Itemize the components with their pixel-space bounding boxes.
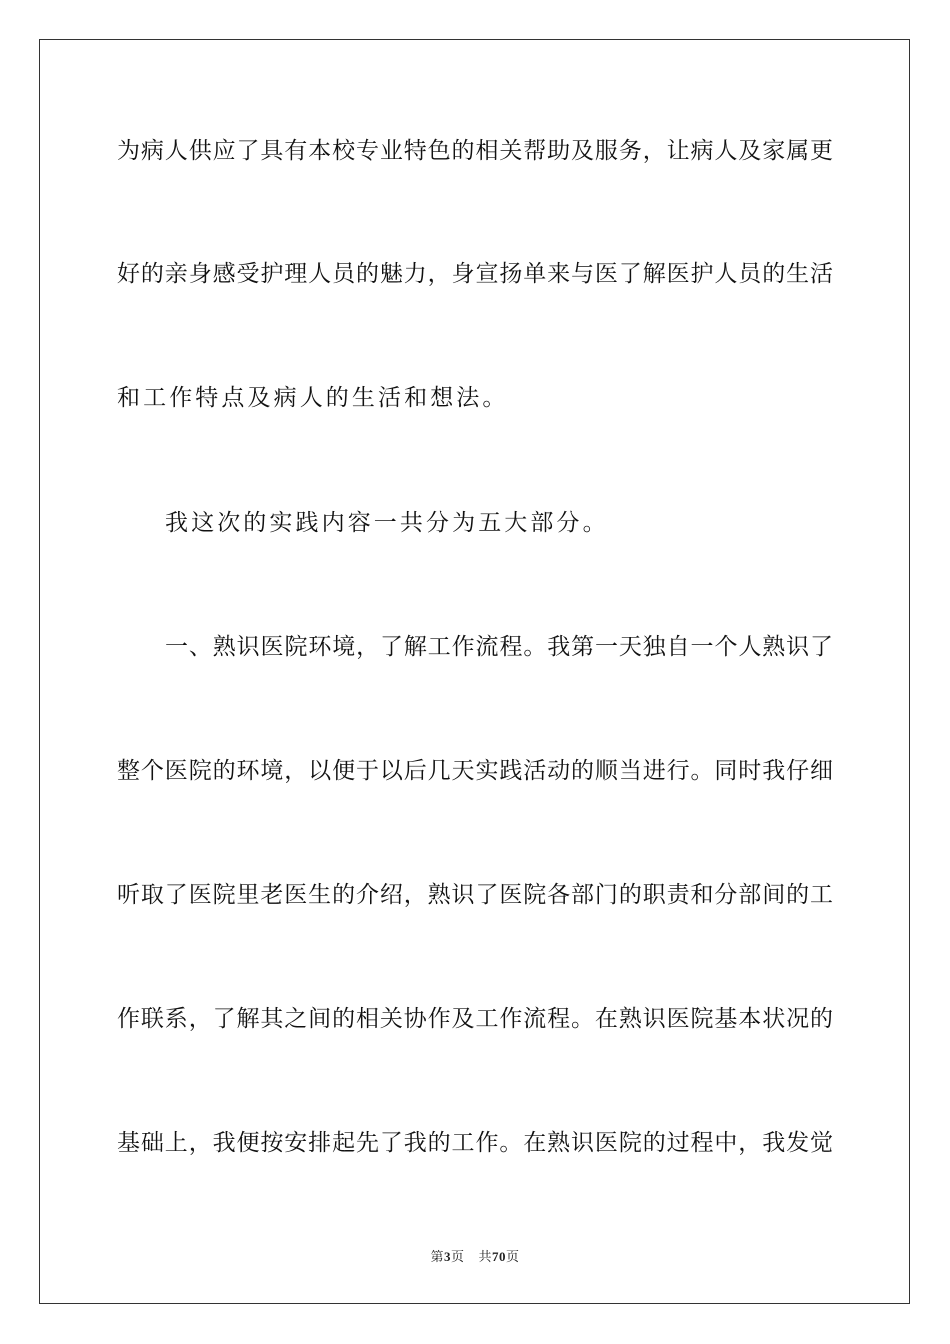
- page-footer: [0, 1248, 950, 1267]
- page-number: 3: [444, 1249, 452, 1264]
- page-suffix: 页: [451, 1250, 465, 1265]
- body-line-1: 为病人供应了具有本校专业特色的相关帮助及服务，让病人及家属更: [117, 138, 833, 164]
- body-line-7: 听取了医院里老医生的介绍，熟识了医院各部门的职责和分部间的工: [117, 882, 833, 908]
- body-line-8: 作联系，了解其之间的相关协作及工作流程。在熟识医院基本状况的: [117, 1006, 833, 1032]
- body-line-2: 好的亲身感受护理人员的魅力，身宣扬单来与医了解医护人员的生活: [117, 261, 833, 287]
- total-prefix: 共: [478, 1250, 492, 1265]
- total-suffix: 页: [505, 1250, 520, 1265]
- page-border: [39, 39, 910, 1304]
- body-line-5: 一、熟识医院环境，了解工作流程。我第一天独自一个人熟识了: [165, 634, 833, 660]
- total-pages: 70: [491, 1249, 506, 1264]
- body-line-3: 和工作特点及病人的生活和想法。: [117, 385, 509, 411]
- body-line-9: 基础上，我便按安排起先了我的工作。在熟识医院的过程中，我发觉: [117, 1130, 833, 1156]
- body-line-4: 我这次的实践内容一共分为五大部分。: [165, 510, 609, 536]
- body-line-6: 整个医院的环境，以便于以后几天实践活动的顺当进行。同时我仔细: [117, 758, 833, 784]
- page-prefix: 第: [430, 1250, 445, 1265]
